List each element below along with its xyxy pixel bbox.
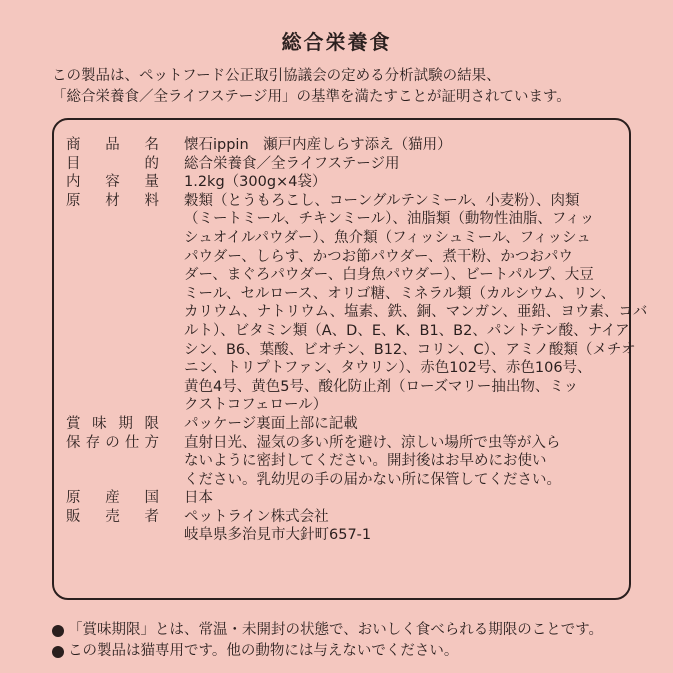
spec-label: 商品名 [66,137,159,153]
spec-row-best-before [66,415,626,434]
spec-value-line: シン、B6、葉酸、ビオチン、B12、コリン、C）、アミノ酸類（メチオ [184,341,636,358]
spec-value-line: 穀類（とうもろこし、コーングルテンミール、小麦粉）、肉類 [184,192,580,209]
spec-label: 保存の仕方 [66,434,159,451]
spec-value [184,173,626,192]
note-item [52,641,662,662]
spec-value-line: ニン、トリプトファン、タウリン）、赤色102号、赤色106号、 [184,360,592,377]
spec-value [184,434,626,490]
spec-value-line: パッケージ裏面上部に記載 [184,415,358,432]
spec-value-line: ミール、セルロース、オリゴ糖、ミネラル類（カルシウム、リン、 [184,285,616,302]
intro-line: この製品は、ペットフード公正取引協議会の定める分析試験の結果、 [52,68,501,84]
spec-row-net-weight [66,173,626,192]
spec-label: 目的 [66,155,159,172]
spec-value-line: ください。乳幼児の手の届かない所に保管してください。 [184,471,561,488]
spec-value-line: （ミートミール、チキンミール）、油脂類（動物性油脂、フィッ [184,211,595,228]
spec-value-line: ないように密封してください。開封後はお早めにお使い [184,453,547,470]
spec-value-line: ルト）、ビタミン類（A、D、E、K、B1、B2、パントテン酸、ナイア [184,322,630,339]
spec-value-line: シュオイルパウダー）、魚介類（フィッシュミール、フィッシュ [184,229,591,246]
spec-label: 内容量 [66,174,159,191]
spec-value [184,136,626,155]
spec-row-seller [66,508,626,545]
spec-value [184,155,626,174]
spec-label: 販売者 [66,508,159,525]
spec-label: 原材料 [66,192,159,209]
note-text: この製品は猫専用です。他の動物には与えないでください。 [68,643,459,659]
spec-value-line: カリウム、ナトリウム、塩素、鉄、銅、マンガン、亜鉛、ヨウ素、コバ [184,304,648,321]
note-item [52,620,662,641]
spec-value-line: 黄色4号、黄色5号、酸化防止剤（ローズマリー抽出物、ミッ [184,378,579,395]
spec-value-line: クストコフェロール） [184,397,328,414]
spec-value [184,192,647,415]
spec-value-line: パウダー、しらす、かつお節パウダー、煮干粉、かつおパウ [184,248,573,265]
spec-row-storage [66,434,626,490]
spec-value-line: 1.2kg（300g×4袋） [184,174,327,191]
spec-row-ingredients [66,192,648,415]
spec-value-line: 直射日光、湿気の多い所を避け、涼しい場所で虫等が入ら [184,434,561,451]
intro-text [52,66,652,108]
spec-value-line: ダー、まぐろパウダー、白身魚パウダー）、ビートパルプ、大豆 [184,267,594,284]
bullet-icon [52,646,64,658]
spec-value [184,508,626,545]
page-title: 総合栄養食 [281,30,392,54]
spec-table [66,136,648,545]
spec-row-purpose [66,155,626,174]
note-text: 「賞味期限」とは、常温・未開封の状態で、おいしく食べられる期限のことです。 [68,622,604,638]
bullet-icon [52,625,64,637]
spec-value-line: ペットライン株式会社 [184,508,329,525]
spec-value [184,489,626,508]
notes [52,620,662,662]
spec-value-line: 懐石ippin 瀬戸内産しらす添え（猫用） [184,137,452,153]
spec-label: 賞味期限 [66,415,159,432]
spec-value-line: 総合栄養食／全ライフステージ用 [184,155,400,172]
spec-value [184,415,626,434]
spec-value-line: 岐阜県多治見市大針町657-1 [184,527,372,544]
spec-label: 原産国 [66,490,159,507]
spec-row-product-name [66,136,626,155]
intro-line: 「総合栄養食／全ライフステージ用」の基準を満たすことが証明されています。 [52,89,571,105]
spec-value-line: 日本 [184,490,213,507]
spec-row-origin [66,489,626,508]
